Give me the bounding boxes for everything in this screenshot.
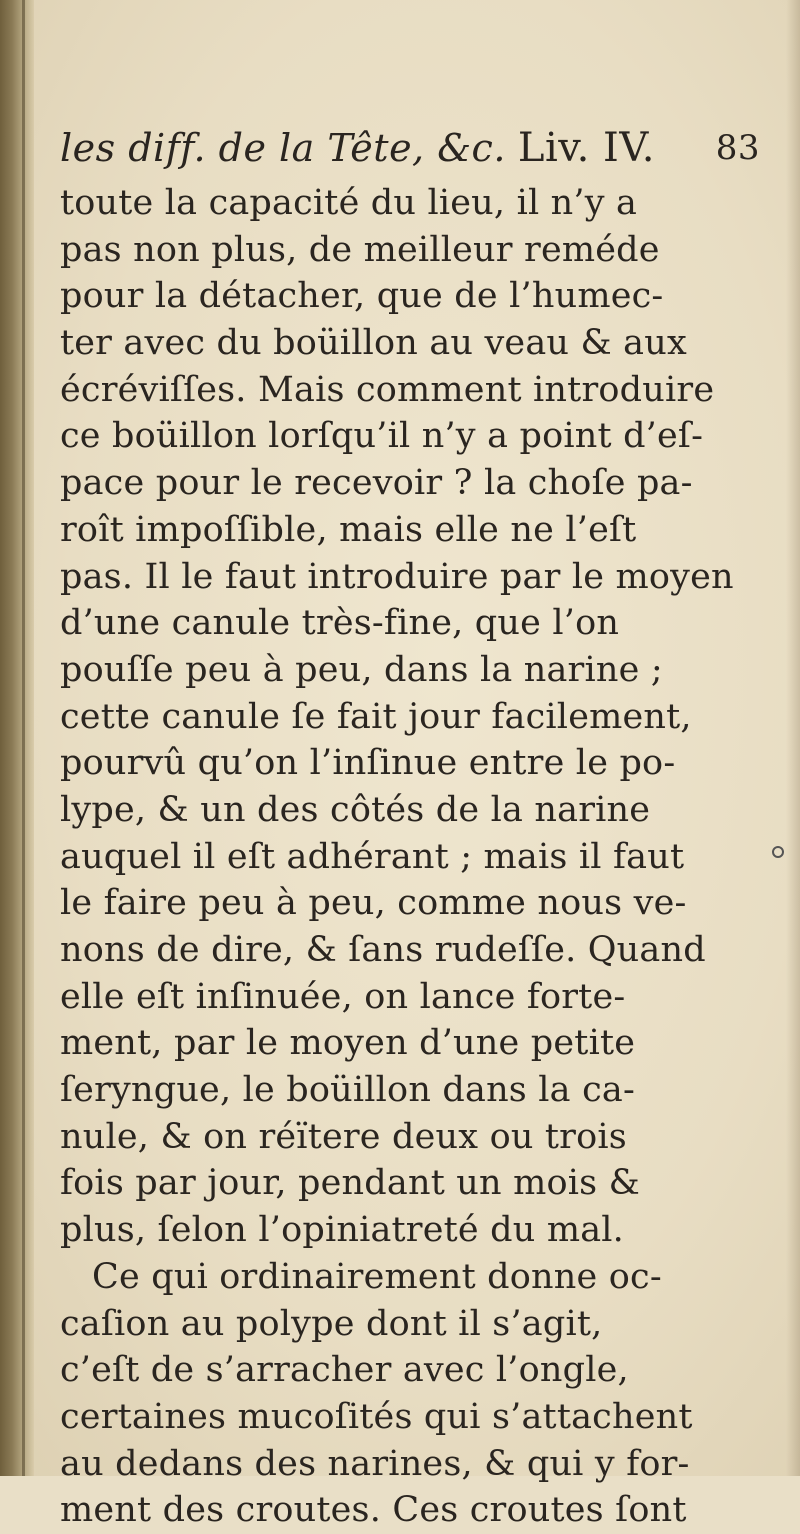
running-title: les diff. de la Tête, &c. (60, 126, 506, 170)
text-line: Ce qui ordinairement donne oc- (92, 1256, 662, 1297)
text-line: toute la capacité du lieu, il n’y a (60, 183, 638, 223)
binding-fold-line (22, 0, 25, 1476)
text-line: pouſſe peu à peu, dans la narine ; (60, 649, 663, 690)
running-header (60, 118, 760, 178)
text-line: au dedans des narines, & qui y for- (60, 1443, 690, 1484)
text-line: pas. Il le faut introduire par le moyen (60, 556, 734, 597)
text-line: ce boüillon lorſqu’il n’y a point d’eſ- (60, 416, 704, 457)
text-line: c’eſt de s’arracher avec l’ongle, (60, 1350, 629, 1391)
text-line: nule, & on réïtere deux ou trois (60, 1116, 627, 1157)
text-line: pourvû qu’on l’inſinue entre le po- (60, 743, 676, 784)
text-line: d’une canule très-fine, que l’on (60, 603, 620, 644)
text-line: écréviſſes. Mais comment introduire (60, 369, 715, 410)
text-line: ter avec du boüillon au veau & aux (60, 323, 687, 364)
text-line: ment, par le moyen d’une petite (60, 1023, 636, 1064)
text-line: ſeryngue, le boüillon dans la ca- (60, 1070, 635, 1111)
text-line: pour la détacher, que de l’humec- (60, 276, 664, 317)
page-number: 83 (715, 128, 760, 168)
text-line: nons de dire, & ſans rudeſſe. Quand (60, 930, 706, 970)
margin-mark (772, 846, 784, 858)
text-line: caſion au polype dont il s’agit, (60, 1303, 603, 1344)
text-line: cette canule ſe fait jour facilement, (60, 696, 692, 737)
text-line: le faire peu à peu, comme nous ve- (60, 883, 687, 924)
body-text (60, 180, 760, 1534)
text-line: auquel il eſt adhérant ; mais il faut (60, 836, 685, 877)
text-line: certaines mucoſités qui s’attachent (60, 1396, 693, 1437)
text-line: pas non plus, de meilleur reméde (60, 229, 660, 270)
page-text (60, 118, 760, 1534)
text-line: roît impoſſible, mais elle ne l’eſt (60, 509, 637, 550)
text-line: plus, ſelon l’opiniatreté du mal. (60, 1210, 625, 1251)
text-line: pace pour le recevoir ? la choſe pa- (60, 463, 693, 504)
text-line: ment des croutes. Ces croutes ſont (60, 1490, 687, 1531)
book-number: Liv. IV. (517, 125, 655, 171)
text-line: elle eſt inſinuée, on lance forte- (60, 976, 626, 1017)
page-edge-shadow (786, 0, 800, 1476)
text-line: lype, & un des côtés de la narine (60, 789, 651, 830)
text-line: fois par jour, pendant un mois & (60, 1163, 641, 1204)
book-binding (0, 0, 34, 1476)
